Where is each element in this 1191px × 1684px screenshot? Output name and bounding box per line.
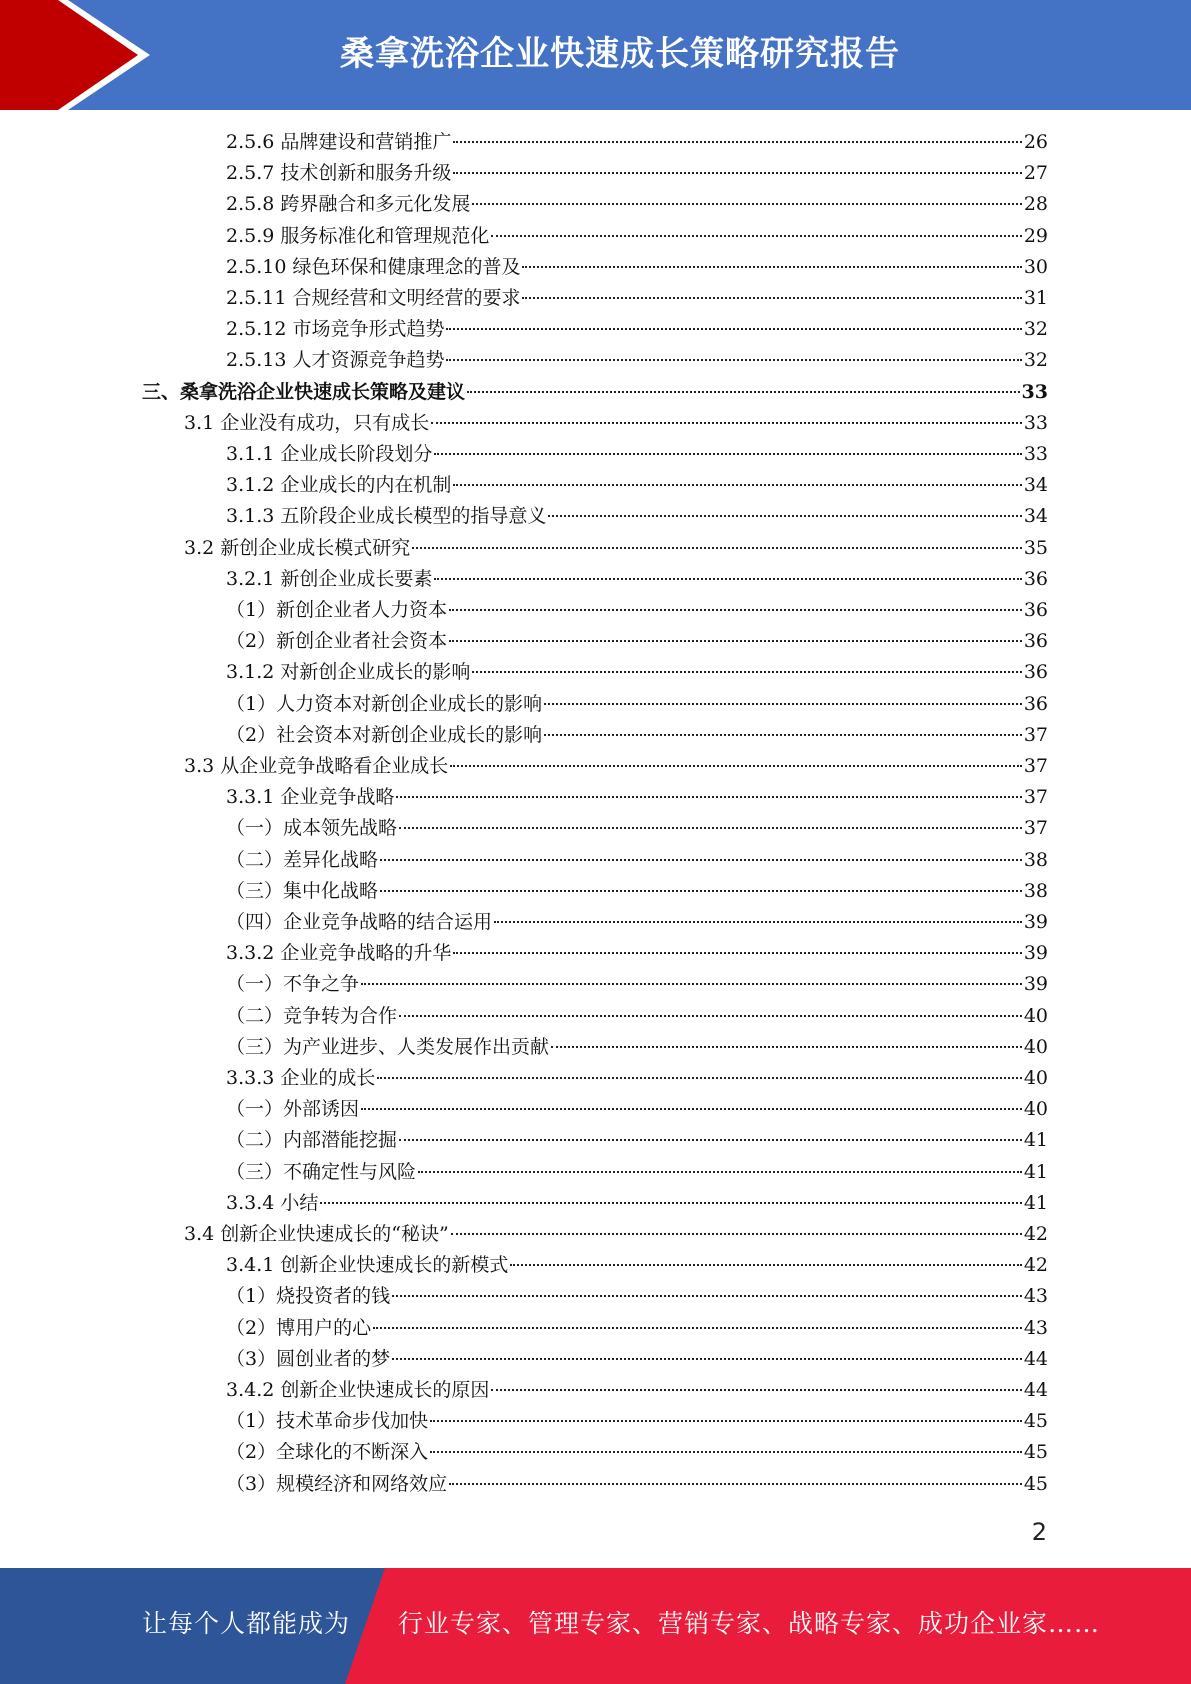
toc-entry[interactable] [226, 1063, 1048, 1094]
toc-entry-title: （二）内部潜能挖掘 [226, 1129, 398, 1152]
toc-entry-title: （3）规模经济和网络效应 [226, 1472, 448, 1495]
toc-entry[interactable] [226, 283, 1048, 314]
toc-entry-page: 37 [1023, 817, 1048, 840]
toc-entry-title: （三）不确定性与风险 [226, 1160, 417, 1183]
toc-entry-page: 30 [1023, 255, 1048, 278]
toc-entry-page: 42 [1023, 1223, 1048, 1245]
toc-entry-title: 3.1.1 企业成长阶段划分 [226, 443, 433, 465]
toc-entry[interactable] [226, 1032, 1048, 1063]
toc-entry[interactable] [226, 564, 1048, 595]
toc-entry-title: 2.5.11 合规经营和文明经营的要求 [226, 287, 521, 309]
toc-entry-title: 2.5.12 市场竞争形式趋势 [226, 318, 445, 341]
toc-dot-leader [430, 1420, 1022, 1422]
toc-dot-leader [449, 609, 1022, 611]
toc-dot-leader [434, 453, 1021, 455]
toc-dot-leader [453, 141, 1021, 143]
toc-dot-leader [373, 1327, 1022, 1329]
toc-entry-page: 28 [1023, 193, 1048, 216]
toc-entry-page: 44 [1023, 1379, 1048, 1401]
toc-dot-leader [431, 422, 1022, 424]
toc-entry[interactable] [226, 1157, 1048, 1188]
toc-entry-page: 39 [1023, 973, 1048, 996]
toc-entry-title: 3.4 创新企业快速成长的“秘诀” [184, 1223, 449, 1245]
toc-entry-page: 43 [1023, 1316, 1048, 1339]
toc-entry[interactable] [184, 751, 1048, 782]
toc-entry[interactable] [226, 1125, 1048, 1156]
toc-entry-title: 3.1 企业没有成功，只有成长 [184, 411, 430, 434]
toc-dot-leader [544, 703, 1022, 705]
toc-entry-page: 43 [1023, 1285, 1048, 1308]
toc-entry-page: 36 [1023, 692, 1048, 715]
toc-entry[interactable] [226, 1250, 1048, 1281]
toc-entry-title: 3.2 新创企业成长模式研究 [184, 536, 411, 559]
toc-dot-leader [491, 1389, 1021, 1391]
toc-entry-title: （三）集中化战略 [226, 879, 379, 902]
toc-entry-title: （二）竞争转为合作 [226, 1004, 398, 1027]
toc-dot-leader [320, 1202, 1021, 1204]
toc-entry-title: （一）成本领先战略 [226, 817, 398, 840]
toc-entry[interactable] [226, 626, 1048, 657]
toc-entry[interactable] [226, 1344, 1048, 1375]
toc-entry[interactable] [226, 189, 1048, 220]
toc-entry-page: 34 [1023, 505, 1048, 528]
toc-entry-page: 36 [1023, 567, 1048, 590]
toc-entry-title: 3.2.1 新创企业成长要素 [226, 567, 433, 590]
toc-entry-page: 45 [1023, 1441, 1048, 1464]
toc-entry-title: （2）新创企业者社会资本 [226, 630, 448, 653]
toc-entry[interactable] [226, 845, 1048, 876]
toc-entry[interactable] [226, 1437, 1048, 1468]
toc-entry-page: 34 [1023, 474, 1048, 497]
toc-entry-title: （一）不争之争 [226, 973, 360, 996]
toc-dot-leader [380, 859, 1022, 861]
toc-entry-title: （2）社会资本对新创企业成长的影响 [226, 723, 543, 746]
toc-entry-title: （2）全球化的不断深入 [226, 1441, 429, 1464]
toc-dot-leader [494, 921, 1022, 923]
toc-entry-title: 2.5.6 品牌建设和营销推广 [226, 131, 452, 153]
toc-entry[interactable] [226, 127, 1048, 158]
toc-dot-leader [451, 1233, 1022, 1235]
toc-dot-leader [430, 1451, 1022, 1453]
toc-entry-title: 2.5.10 绿色环保和健康理念的普及 [226, 255, 521, 278]
toc-entry-page: 44 [1023, 1347, 1048, 1370]
toc-entry-title: （1）人力资本对新创企业成长的影响 [226, 692, 543, 715]
toc-dot-leader [449, 640, 1022, 642]
toc-entry-title: 2.5.7 技术创新和服务升级 [226, 162, 452, 185]
toc-entry-page: 41 [1023, 1129, 1048, 1152]
toc-entry-title: 三、桑拿洗浴企业快速成长策略及建议 [142, 380, 466, 403]
toc-dot-leader [450, 765, 1022, 767]
toc-dot-leader [472, 203, 1021, 205]
toc-entry-title: （三）为产业进步、人类发展作出贡献 [226, 1035, 550, 1058]
toc-dot-leader [522, 266, 1021, 268]
toc-entry-title: （1）新创企业者人力资本 [226, 599, 448, 621]
toc-entry[interactable] [226, 689, 1048, 720]
page-header [0, 0, 1191, 110]
toc-entry-title: 2.5.8 跨界融合和多元化发展 [226, 193, 471, 216]
toc-entry-page: 33 [1023, 443, 1048, 465]
toc-dot-leader [544, 734, 1022, 736]
toc-entry-title: 3.3 从企业竞争战略看企业成长 [184, 755, 449, 777]
toc-entry-page: 37 [1023, 723, 1048, 746]
toc-entry-page: 26 [1023, 131, 1048, 153]
toc-entry-page: 38 [1023, 879, 1048, 902]
toc-entry-title: 3.1.2 企业成长的内在机制 [226, 474, 452, 497]
toc-entry[interactable] [226, 158, 1048, 189]
toc-entry[interactable] [226, 439, 1048, 470]
toc-entry-page: 39 [1023, 911, 1048, 933]
toc-entry-title: （一）外部诱因 [226, 1098, 360, 1121]
toc-dot-leader [399, 1015, 1022, 1017]
toc-dot-leader [392, 1358, 1022, 1360]
toc-entry-page: 32 [1023, 318, 1048, 341]
footer-slogan-right: 行业专家、管理专家、营销专家、战略专家、成功企业家…… [398, 1609, 1101, 1638]
toc-entry-title: 3.4.1 创新企业快速成长的新模式 [226, 1254, 509, 1277]
toc-entry[interactable] [226, 501, 1048, 532]
report-title: 桑拿洗浴企业快速成长策略研究报告 [340, 34, 900, 74]
toc-dot-leader [396, 796, 1021, 798]
toc-entry[interactable] [226, 1281, 1048, 1312]
toc-dot-leader [453, 484, 1021, 486]
toc-dot-leader [380, 890, 1022, 892]
toc-dot-leader [551, 1046, 1022, 1048]
toc-entry-title: 3.3.3 企业的成长 [226, 1067, 376, 1089]
toc-dot-leader [548, 515, 1021, 517]
toc-dot-leader [399, 1139, 1022, 1141]
toc-entry[interactable] [226, 782, 1048, 813]
toc-dot-leader [399, 827, 1022, 829]
toc-dot-leader [510, 1264, 1021, 1266]
toc-dot-leader [446, 328, 1021, 330]
toc-entry[interactable] [226, 470, 1048, 501]
toc-entry-page: 40 [1023, 1067, 1048, 1089]
toc-entry[interactable] [226, 595, 1048, 626]
page-number: 2 [1031, 1518, 1047, 1546]
toc-dot-leader [446, 359, 1021, 361]
toc-dot-leader [453, 172, 1021, 174]
toc-entry-page: 37 [1023, 786, 1048, 809]
toc-dot-leader [491, 235, 1021, 237]
toc-entry-page: 27 [1023, 162, 1048, 185]
toc-entry[interactable] [226, 938, 1048, 969]
toc-dot-leader [449, 1483, 1022, 1485]
toc-entry[interactable] [226, 1188, 1048, 1219]
toc-entry[interactable] [226, 969, 1048, 1000]
toc-entry-page: 36 [1023, 630, 1048, 653]
toc-entry[interactable] [184, 533, 1048, 564]
toc-entry[interactable] [226, 1001, 1048, 1032]
toc-entry[interactable] [226, 252, 1048, 283]
page-footer [0, 1568, 1191, 1684]
toc-entry-page: 40 [1023, 1035, 1048, 1058]
toc-entry-page: 36 [1023, 599, 1048, 621]
toc-entry-title: 3.3.2 企业竞争战略的升华 [226, 942, 452, 965]
toc-entry-title: 3.3.1 企业竞争战略 [226, 786, 395, 809]
toc-entry-page: 32 [1023, 349, 1048, 372]
toc-dot-leader [467, 391, 1020, 393]
toc-entry-title: 2.5.13 人才资源竞争趋势 [226, 349, 445, 372]
toc-dot-leader [377, 1077, 1021, 1079]
toc-entry[interactable] [184, 408, 1048, 439]
toc-entry-page: 41 [1023, 1191, 1048, 1214]
toc-entry[interactable] [226, 876, 1048, 907]
toc-entry[interactable] [226, 813, 1048, 844]
toc-entry[interactable] [142, 377, 1048, 408]
toc-entry-title: 3.1.2 对新创企业成长的影响 [226, 661, 471, 684]
toc-entry[interactable] [226, 907, 1048, 938]
toc-entry-page: 45 [1023, 1472, 1048, 1495]
toc-dot-leader [453, 952, 1021, 954]
toc-entry-page: 38 [1023, 848, 1048, 871]
toc-entry[interactable] [226, 657, 1048, 688]
toc-entry-title: （1）技术革命步伐加快 [226, 1410, 429, 1433]
toc-entry-title: 3.1.3 五阶段企业成长模型的指导意义 [226, 505, 547, 528]
toc-dot-leader [392, 1295, 1022, 1297]
toc-entry-title: （2）博用户的心 [226, 1316, 372, 1339]
toc-entry-page: 36 [1023, 661, 1048, 684]
toc-entry-page: 45 [1023, 1410, 1048, 1433]
toc-entry-page: 41 [1023, 1160, 1048, 1183]
toc-dot-leader [361, 1108, 1022, 1110]
toc-dot-leader [412, 547, 1022, 549]
toc-dot-leader [522, 297, 1021, 299]
toc-entry-title: （1）烧投资者的钱 [226, 1285, 391, 1308]
toc-entry-page: 29 [1023, 224, 1048, 247]
toc-entry-title: （四）企业竞争战略的结合运用 [226, 911, 493, 933]
toc-entry[interactable] [226, 1469, 1048, 1500]
toc-entry[interactable] [226, 221, 1048, 252]
toc-entry[interactable] [226, 314, 1048, 345]
toc-entry[interactable] [226, 345, 1048, 376]
footer-slogan-left: 让每个人都能成为 [142, 1609, 351, 1638]
toc-entry-page: 40 [1023, 1098, 1048, 1121]
toc-entry-page: 40 [1023, 1004, 1048, 1027]
toc-entry-title: 3.4.2 创新企业快速成长的原因 [226, 1379, 490, 1401]
toc-entry-page: 37 [1023, 755, 1048, 777]
toc-entry[interactable] [226, 1406, 1048, 1437]
toc-entry[interactable] [226, 1375, 1048, 1406]
toc-entry-page: 33 [1021, 380, 1048, 403]
toc-entry-page: 31 [1023, 287, 1048, 309]
toc-entry-title: （二）差异化战略 [226, 848, 379, 871]
toc-dot-leader [361, 983, 1022, 985]
toc-entry-page: 33 [1023, 411, 1048, 434]
toc-entry-page: 35 [1023, 536, 1048, 559]
toc-entry[interactable] [226, 1094, 1048, 1125]
toc-dot-leader [434, 578, 1021, 580]
toc-entry[interactable] [226, 720, 1048, 751]
toc-entry-page: 39 [1023, 942, 1048, 965]
toc-entry[interactable] [226, 1313, 1048, 1344]
toc-entry-title: 3.3.4 小结 [226, 1191, 319, 1214]
toc-dot-leader [418, 1171, 1022, 1173]
toc-dot-leader [472, 671, 1021, 673]
toc-entry-title: （3）圆创业者的梦 [226, 1347, 391, 1370]
toc-entry[interactable] [184, 1219, 1048, 1250]
toc-entry-title: 2.5.9 服务标准化和管理规范化 [226, 224, 490, 247]
toc-entry-page: 42 [1023, 1254, 1048, 1277]
